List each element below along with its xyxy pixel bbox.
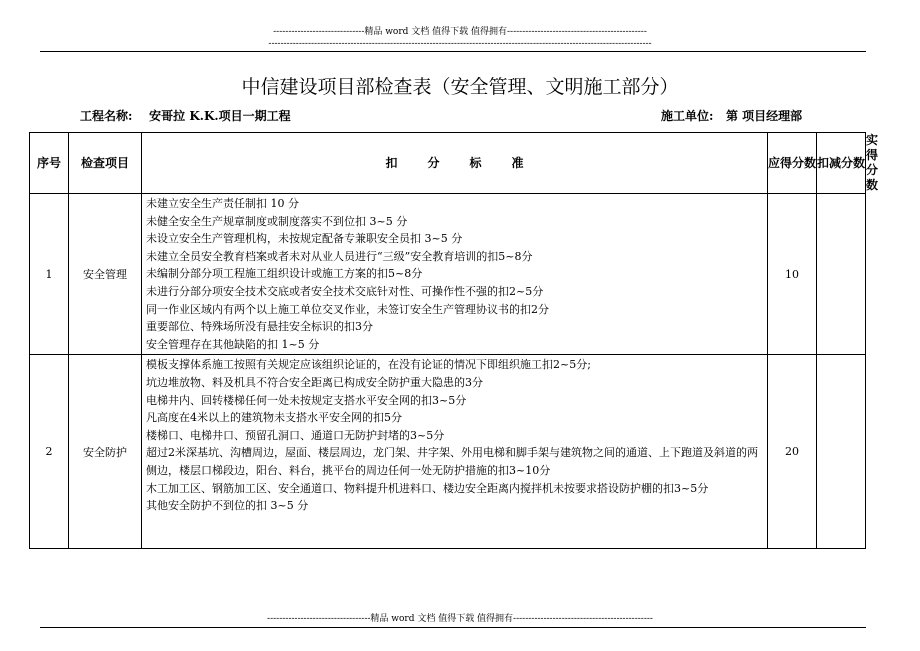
table-header-row: 序号 检查项目 扣分标准 应得分数 扣减分数 实得分数 [30, 133, 866, 194]
page-header-banner: ------------------------------精品 word 文档 值得下载 值得拥有---------------------------------------------- [273, 27, 647, 37]
criteria-line: 重要部位、特殊场所没有悬挂安全标识的扣3分 [146, 320, 373, 334]
page-footer-banner: ----------------------------------精品 word 文档 值得下载 值得拥有---------------------------------------------- [267, 614, 653, 624]
project-name-value: 安哥拉 K.K.项目一期工程 [149, 109, 291, 123]
criteria-line: 未编制分部分项工程施工组织设计或施工方案的扣5~8分 [146, 267, 423, 281]
row-due-score: 20 [768, 355, 817, 549]
header-standard [142, 133, 768, 194]
criteria-line: 其他安全防护不到位的扣 3~5 分 [146, 499, 309, 513]
footer-rule [40, 627, 866, 628]
contractor-value: 第 项目经理部 [726, 109, 803, 123]
page-header-dashes: ------------------------------------------------------------------------------------------------------------------------------ [268, 39, 652, 49]
inspection-table [29, 132, 879, 549]
criteria-line: 未设立安全生产管理机构，未按规定配备专兼职安全员扣 3~5 分 [146, 232, 463, 246]
row-index: 2 [30, 355, 69, 549]
row-item: 安全防护 [69, 355, 142, 549]
header-due: 应得分数 [768, 133, 817, 194]
contractor-label: 施工单位: [661, 109, 714, 123]
row-deduct-score[interactable] [817, 194, 866, 355]
criteria-line: 楼梯口、电梯井口、预留孔洞口、通道口无防护封堵的3~5分 [146, 428, 445, 442]
row-deduct-score[interactable] [817, 355, 866, 549]
header-item: 检查项目 [69, 133, 142, 194]
row-criteria [142, 194, 768, 355]
row-index: 1 [30, 194, 69, 355]
criteria-line: 木工加工区、钢筋加工区、安全通道口、物料提升机进料口、楼边安全距离内搅拌机未按要求搭设防护棚的扣3~5分 [146, 481, 709, 495]
criteria-line: 未健全安全生产规章制度或制度落实不到位扣 3~5 分 [146, 214, 408, 228]
row-criteria [142, 355, 768, 549]
criteria-line: 超过2米深基坑、沟槽周边，屋面、楼层周边，龙门架、井字架、外用电梯和脚手架与建筑物之间的通道、上下跑道及斜道的两侧边，楼层口梯段边，阳台、料台，挑平台的周边任何一处无防护措施的扣3~10分 [146, 446, 758, 477]
project-name [80, 109, 291, 123]
criteria-line: 未建立全员安全教育档案或者未对从业人员进行“三级”安全教育培训的扣5~8分 [146, 249, 533, 263]
criteria-line: 安全管理存在其他缺陷的扣 1~5 分 [146, 337, 320, 351]
criteria-line: 同一作业区域内有两个以上施工单位交叉作业，未签订安全生产管理协议书的扣2分 [146, 302, 549, 316]
project-name-label: 工程名称: [80, 109, 133, 123]
criteria-line: 未建立安全生产责任制扣 10 分 [146, 197, 299, 210]
header-rule [40, 51, 866, 52]
criteria-line: 模板支撑体系施工按照有关规定应该组织论证的，在没有论证的情况下即组织施工扣2~5分; [146, 358, 591, 372]
header-standard-label: 扣分标准 [385, 155, 554, 170]
criteria-line: 电梯井内、回转楼梯任何一处未按规定支搭水平安全网的扣3~5分 [146, 393, 467, 407]
contractor [661, 109, 802, 123]
criteria-line: 坑边堆放物、料及机具不符合安全距离已构成安全防护重大隐患的3分 [146, 375, 483, 389]
document-title: 中信建设项目部检查表（安全管理、文明施工部分） [241, 76, 679, 98]
row-due-score: 10 [768, 194, 817, 355]
table-row [30, 355, 866, 549]
table-row [30, 194, 866, 355]
header-deduct: 扣减分数 [817, 133, 866, 194]
criteria-line: 未进行分部分项安全技术交底或者安全技术交底针对性、可操作性不强的扣2~5分 [146, 284, 544, 298]
header-index: 序号 [30, 133, 69, 194]
row-item: 安全管理 [69, 194, 142, 355]
criteria-line: 凡高度在4米以上的建筑物未支搭水平安全网的扣5分 [146, 411, 402, 425]
